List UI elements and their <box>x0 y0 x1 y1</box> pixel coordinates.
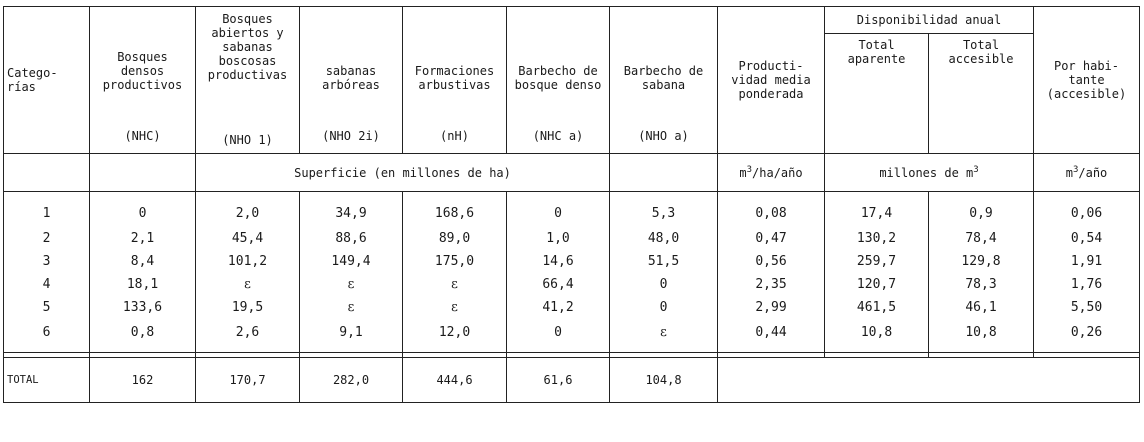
table-cell: 78,4 <box>929 227 1034 250</box>
table-cell: 130,2 <box>825 227 929 250</box>
units-disponibilidad-label: millones de m <box>879 165 974 180</box>
header-categorias-label: Catego- rías <box>7 66 58 94</box>
table-cell: 5,50 <box>1034 296 1140 319</box>
table-row <box>4 192 1140 228</box>
table-cell: 48,0 <box>610 227 718 250</box>
units-blank-sabana <box>610 154 718 192</box>
table-row <box>4 273 1140 296</box>
units-blank-cat <box>4 154 90 192</box>
table-cell: 2,6 <box>196 319 300 353</box>
data-rows <box>4 192 1140 358</box>
row-category: 1 <box>4 192 90 228</box>
table-cell: 45,4 <box>196 227 300 250</box>
table-cell: 2,99 <box>718 296 825 319</box>
table-cell: 101,2 <box>196 250 300 273</box>
table-cell: 5,3 <box>610 192 718 228</box>
units-superficie <box>196 154 610 192</box>
table-cell: 0,26 <box>1034 319 1140 353</box>
table-cell: 0 <box>507 192 610 228</box>
header-formaciones <box>403 7 507 154</box>
table-cell: 1,0 <box>507 227 610 250</box>
table-cell: 2,1 <box>90 227 196 250</box>
header-productividad <box>718 7 825 154</box>
header-sabanas-label: sabanas arbóreas <box>322 63 380 92</box>
total-cell: 282,0 <box>300 358 403 403</box>
table-cell: ε <box>403 273 507 296</box>
table-cell: 0 <box>610 296 718 319</box>
header-bosques-densos-label: Bosques densos productivos <box>102 49 183 92</box>
header-sabanas <box>300 7 403 154</box>
header-barbecho-bosque-code: (NHC a) <box>532 128 584 143</box>
units-productividad-m: m <box>739 165 747 180</box>
header-sabanas-code: (NHO 2i) <box>322 128 380 143</box>
table-cell: 51,5 <box>610 250 718 273</box>
units-superficie-label: Superficie (en millones de ha) <box>294 165 511 180</box>
table-cell: 9,1 <box>300 319 403 353</box>
units-blank-densos <box>90 154 196 192</box>
table-cell: 1,91 <box>1034 250 1140 273</box>
table-cell: 259,7 <box>825 250 929 273</box>
table-row <box>4 296 1140 319</box>
row-category: 3 <box>4 250 90 273</box>
table-cell: 18,1 <box>90 273 196 296</box>
table-cell: 0,44 <box>718 319 825 353</box>
header-disponibilidad-label: Disponibilidad anual <box>856 13 1002 27</box>
table-cell: 0,54 <box>1034 227 1140 250</box>
header-total-accesible <box>929 34 1034 154</box>
table-cell: 89,0 <box>403 227 507 250</box>
table-row <box>4 319 1140 353</box>
total-blank <box>718 358 1140 403</box>
table-cell: 120,7 <box>825 273 929 296</box>
header-por-habitante-label: Por habi- tante (accesible) <box>1046 59 1127 101</box>
table-cell: 149,4 <box>300 250 403 273</box>
table-cell: 0,56 <box>718 250 825 273</box>
header-barbecho-bosque <box>507 7 610 154</box>
units-habitante-rest: /año <box>1078 165 1108 180</box>
table-cell: 12,0 <box>403 319 507 353</box>
units-productividad-exp: 3 <box>746 164 753 175</box>
table-cell: 10,8 <box>825 319 929 353</box>
units-productividad <box>718 154 825 192</box>
table-cell: 78,3 <box>929 273 1034 296</box>
units-disponibilidad-exp: 3 <box>973 164 979 175</box>
table-cell: ε <box>196 273 300 296</box>
header-barbecho-sabana-code: (NHO a) <box>638 128 689 143</box>
row-category: 2 <box>4 227 90 250</box>
table-cell: 0,9 <box>929 192 1034 228</box>
total-cell: 104,8 <box>610 358 718 403</box>
table-cell: 0 <box>610 273 718 296</box>
units-habitante-exp: 3 <box>1072 164 1079 175</box>
row-category: 4 <box>4 273 90 296</box>
forest-table-document <box>3 6 1139 434</box>
table-cell: 0,06 <box>1034 192 1140 228</box>
units-habitante <box>1034 154 1140 192</box>
table-cell: 0,47 <box>718 227 825 250</box>
row-category: 5 <box>4 296 90 319</box>
table-cell: 17,4 <box>825 192 929 228</box>
forest-resources-table <box>3 6 1140 403</box>
units-productividad-rest: /ha/año <box>752 165 803 180</box>
table-row <box>4 227 1140 250</box>
table-cell: 19,5 <box>196 296 300 319</box>
total-cell: 444,6 <box>403 358 507 403</box>
table-cell: 461,5 <box>825 296 929 319</box>
header-disponibilidad <box>825 7 1034 34</box>
table-cell: 2,35 <box>718 273 825 296</box>
total-label: TOTAL <box>4 358 90 403</box>
table-cell: ε <box>300 273 403 296</box>
table-cell: 129,8 <box>929 250 1034 273</box>
header-bosques-abiertos-label: Bosques abiertos y sabanas boscosas productivas <box>207 11 288 82</box>
table-cell: 10,8 <box>929 319 1034 353</box>
table-cell: 0 <box>90 192 196 228</box>
header-barbecho-bosque-label: Barbecho de bosque denso <box>514 63 602 92</box>
table-cell: 41,2 <box>507 296 610 319</box>
table-cell: ε <box>300 296 403 319</box>
table-cell: 14,6 <box>507 250 610 273</box>
total-row <box>4 358 1140 403</box>
header-bosques-abiertos-code: (NHO 1) <box>222 132 273 147</box>
table-cell: 2,0 <box>196 192 300 228</box>
table-cell: 168,6 <box>403 192 507 228</box>
header-por-habitante <box>1034 7 1140 154</box>
row-category: 6 <box>4 319 90 353</box>
header-total-aparente-label: Total aparente <box>847 38 906 66</box>
table-cell: 1,76 <box>1034 273 1140 296</box>
units-habitante-m: m <box>1065 165 1073 180</box>
header-bosques-densos <box>90 7 196 154</box>
total-cell: 170,7 <box>196 358 300 403</box>
table-cell: 133,6 <box>90 296 196 319</box>
table-cell: 34,9 <box>300 192 403 228</box>
table-cell: 175,0 <box>403 250 507 273</box>
table-cell: 0 <box>507 319 610 353</box>
header-productividad-label: Producti- vidad media ponderada <box>731 59 811 101</box>
header-total-aparente <box>825 34 929 154</box>
table-cell: 8,4 <box>90 250 196 273</box>
table-cell: 66,4 <box>507 273 610 296</box>
table-cell: ε <box>610 319 718 353</box>
header-barbecho-sabana-label: Barbecho de sabana <box>623 63 704 92</box>
table-cell: 46,1 <box>929 296 1034 319</box>
header-bosques-abiertos <box>196 7 300 154</box>
total-cell: 61,6 <box>507 358 610 403</box>
table-cell: 88,6 <box>300 227 403 250</box>
header-formaciones-label: Formaciones arbustivas <box>414 63 495 92</box>
table-cell: 0,8 <box>90 319 196 353</box>
header-total-accesible-label: Total accesible <box>948 38 1014 66</box>
table-row <box>4 250 1140 273</box>
header-barbecho-sabana <box>610 7 718 154</box>
header-categorias <box>4 7 90 154</box>
table-cell: ε <box>403 296 507 319</box>
table-cell: 0,08 <box>718 192 825 228</box>
header-formaciones-code: (nH) <box>440 128 469 143</box>
units-disponibilidad <box>825 154 1034 192</box>
total-cell: 162 <box>90 358 196 403</box>
header-bosques-densos-code: (NHC) <box>124 128 161 143</box>
